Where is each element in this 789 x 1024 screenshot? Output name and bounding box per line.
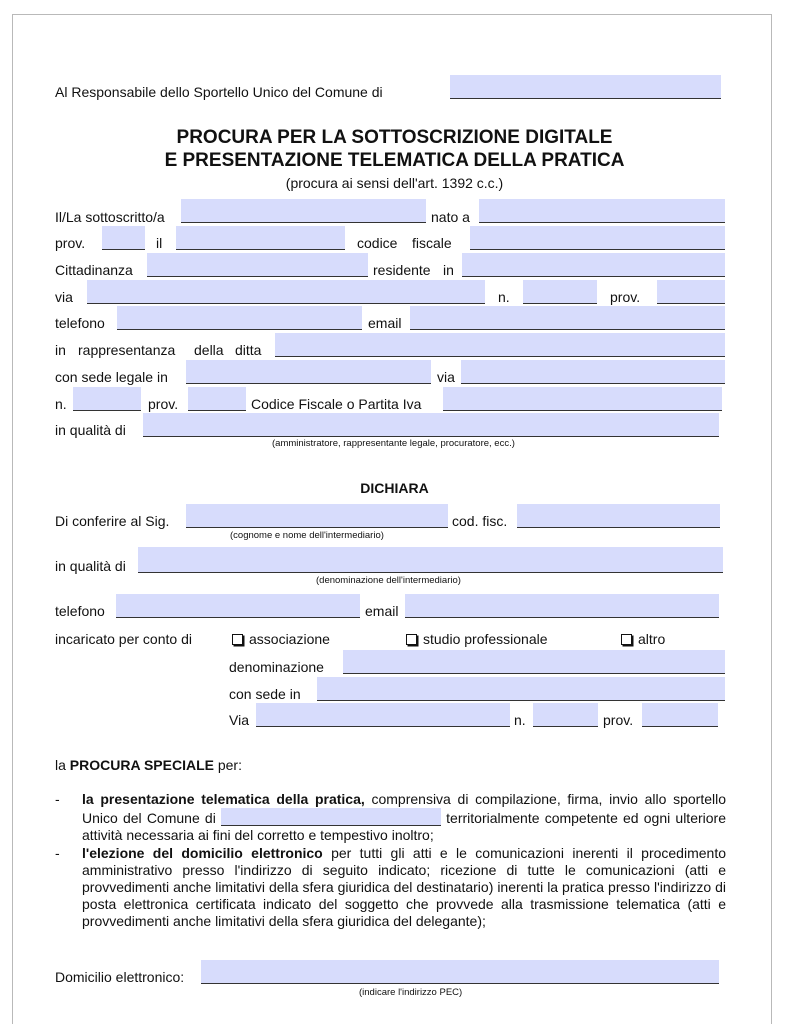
codfisc-label: cod. fisc. <box>452 513 508 529</box>
rep-label: rappresentanza <box>78 342 176 358</box>
option-studio[interactable] <box>406 631 548 647</box>
option-label: studio professionale <box>423 631 548 647</box>
item1-text-a: comprensiva di compilazione, firma, invio allo sportello Unico del Comune di <box>82 791 727 826</box>
prov-label: prov. <box>55 235 86 251</box>
procura-intro-pre: la <box>55 757 70 773</box>
dich-prov-field[interactable] <box>642 703 718 727</box>
item1-comune-field[interactable] <box>221 808 441 826</box>
rep-della-label: della <box>194 342 224 358</box>
intermediary-cf-field[interactable] <box>517 504 720 528</box>
citizenship-label: Cittadinanza <box>55 262 133 278</box>
birthplace-field[interactable] <box>479 199 725 223</box>
sede-label: con sede legale in <box>55 369 168 385</box>
sede-via-field[interactable] <box>461 360 725 384</box>
codice-fiscale-field[interactable] <box>470 226 725 250</box>
fiscale-label: fiscale <box>412 235 452 251</box>
dich-quality-label: in qualità di <box>55 558 126 574</box>
option-associazione[interactable] <box>232 631 330 647</box>
checkbox-icon[interactable] <box>621 634 632 645</box>
rep-in-label: in <box>55 342 66 358</box>
dich-n-label: n. <box>514 712 526 728</box>
domicile-hint: (indicare l'indirizzo PEC) <box>359 987 463 998</box>
dich-email-label: email <box>365 603 399 619</box>
denominazione-field[interactable] <box>343 650 725 674</box>
title-line2: E PRESENTAZIONE TELEMATICA DELLA PRATICA <box>164 150 625 171</box>
via-field[interactable] <box>87 280 485 304</box>
dich-via-field[interactable] <box>256 703 510 727</box>
cf-label: Codice Fiscale o Partita Iva <box>251 396 422 412</box>
item1-bold: la presentazione telematica della pratica, <box>82 791 365 807</box>
email-field[interactable] <box>410 306 725 330</box>
confer-label: Di conferire al Sig. <box>55 513 170 529</box>
title-subtitle: (procura ai sensi dell'art. 1392 c.c.) <box>285 175 504 191</box>
incaricato-label: incaricato per conto di <box>55 631 192 647</box>
citizenship-field[interactable] <box>147 253 368 277</box>
dash-1: - <box>55 791 60 807</box>
birth-prov-field[interactable] <box>102 226 145 250</box>
company-field[interactable] <box>275 333 725 357</box>
item1-text-b: territorialmente competente ed ogni ulteriore attività necessaria ai fini del corretto e tempestivo inoltro; <box>82 810 726 843</box>
codice-label: codice <box>357 235 398 251</box>
il-label: il <box>156 235 163 251</box>
procura-item-2 <box>82 845 726 930</box>
sede-number-field[interactable] <box>73 387 141 411</box>
name-field[interactable] <box>181 199 426 223</box>
quality-label: in qualità di <box>55 422 126 438</box>
rep-ditta-label: ditta <box>235 342 262 358</box>
quality-hint: (amministratore, rappresentante legale, procuratore, ecc.) <box>272 438 515 449</box>
name-label: Il/La sottoscritto/a <box>55 209 165 225</box>
procura-intro-bold: PROCURA SPECIALE <box>69 757 214 773</box>
denominazione-label: denominazione <box>229 659 324 675</box>
dich-number-field[interactable] <box>533 703 598 727</box>
procura-intro <box>55 757 242 773</box>
recipient-label: Al Responsabile dello Sportello Unico del Comune di <box>55 84 383 100</box>
via-label: via <box>55 289 73 305</box>
born-label: nato a <box>431 209 470 225</box>
quality-field[interactable] <box>143 413 719 437</box>
residence-prov-field[interactable] <box>657 280 725 304</box>
procura-item-1 <box>82 791 726 844</box>
checkbox-icon[interactable] <box>406 634 417 645</box>
domicile-label: Domicilio elettronico: <box>55 969 185 985</box>
dich-quality-hint: (denominazione dell'intermediario) <box>316 575 461 586</box>
dich-phone-label: telefono <box>55 603 105 619</box>
n-label: n. <box>498 289 510 305</box>
checkbox-icon[interactable] <box>232 634 243 645</box>
sede-field[interactable] <box>186 360 431 384</box>
birthdate-field[interactable] <box>176 226 345 250</box>
residence-field[interactable] <box>462 253 725 277</box>
item2-bold: l'elezione del domicilio elettronico <box>82 845 323 861</box>
option-label: associazione <box>249 631 330 647</box>
n2-label: n. <box>55 396 67 412</box>
comune-field[interactable] <box>450 75 721 99</box>
pec-field[interactable] <box>201 960 719 984</box>
resident-label: residente <box>373 262 431 278</box>
dich-via-label: Via <box>229 712 249 728</box>
via2-label: via <box>437 369 455 385</box>
con-sede-label: con sede in <box>229 686 301 702</box>
intermediary-quality-field[interactable] <box>138 547 723 573</box>
resident-in-label: in <box>443 262 454 278</box>
intermediary-phone-field[interactable] <box>116 594 360 618</box>
item2-text: per tutti gli atti e le comunicazioni inerenti il procedimento amministrativo presso l'indirizzo di seguito indicato; ricezione di tutte le comunicazioni (atti e provvedimenti anche limitativi della sfera giuridica del destinatario) inerenti la pratica presso l'indirizzo di posta elettronica certificata indicato del soggetto che provvede alla trasmissione telematica (atti e provvedimenti anche limitativi della sfera giuridica del delegante); <box>82 845 726 929</box>
intermediary-email-field[interactable] <box>405 594 719 618</box>
dichiara-heading: DICHIARA <box>360 480 429 496</box>
prov2-label: prov. <box>610 289 641 305</box>
procura-intro-post: per: <box>213 757 242 773</box>
sede-prov-field[interactable] <box>188 387 246 411</box>
email-label: email <box>368 315 402 331</box>
title-line1: PROCURA PER LA SOTTOSCRIZIONE DIGITALE <box>176 127 613 148</box>
option-altro[interactable] <box>621 631 665 647</box>
prov3-label: prov. <box>148 396 179 412</box>
dash-2: - <box>55 845 60 861</box>
dich-prov-label: prov. <box>603 712 634 728</box>
phone-field[interactable] <box>117 306 362 330</box>
civic-number-field[interactable] <box>523 280 597 304</box>
confer-hint: (cognome e nome dell'intermediario) <box>230 530 384 541</box>
phone-label: telefono <box>55 315 105 331</box>
option-label: altro <box>638 631 666 647</box>
intermediary-name-field[interactable] <box>186 504 448 528</box>
con-sede-field[interactable] <box>317 677 725 701</box>
company-cf-field[interactable] <box>443 387 722 411</box>
